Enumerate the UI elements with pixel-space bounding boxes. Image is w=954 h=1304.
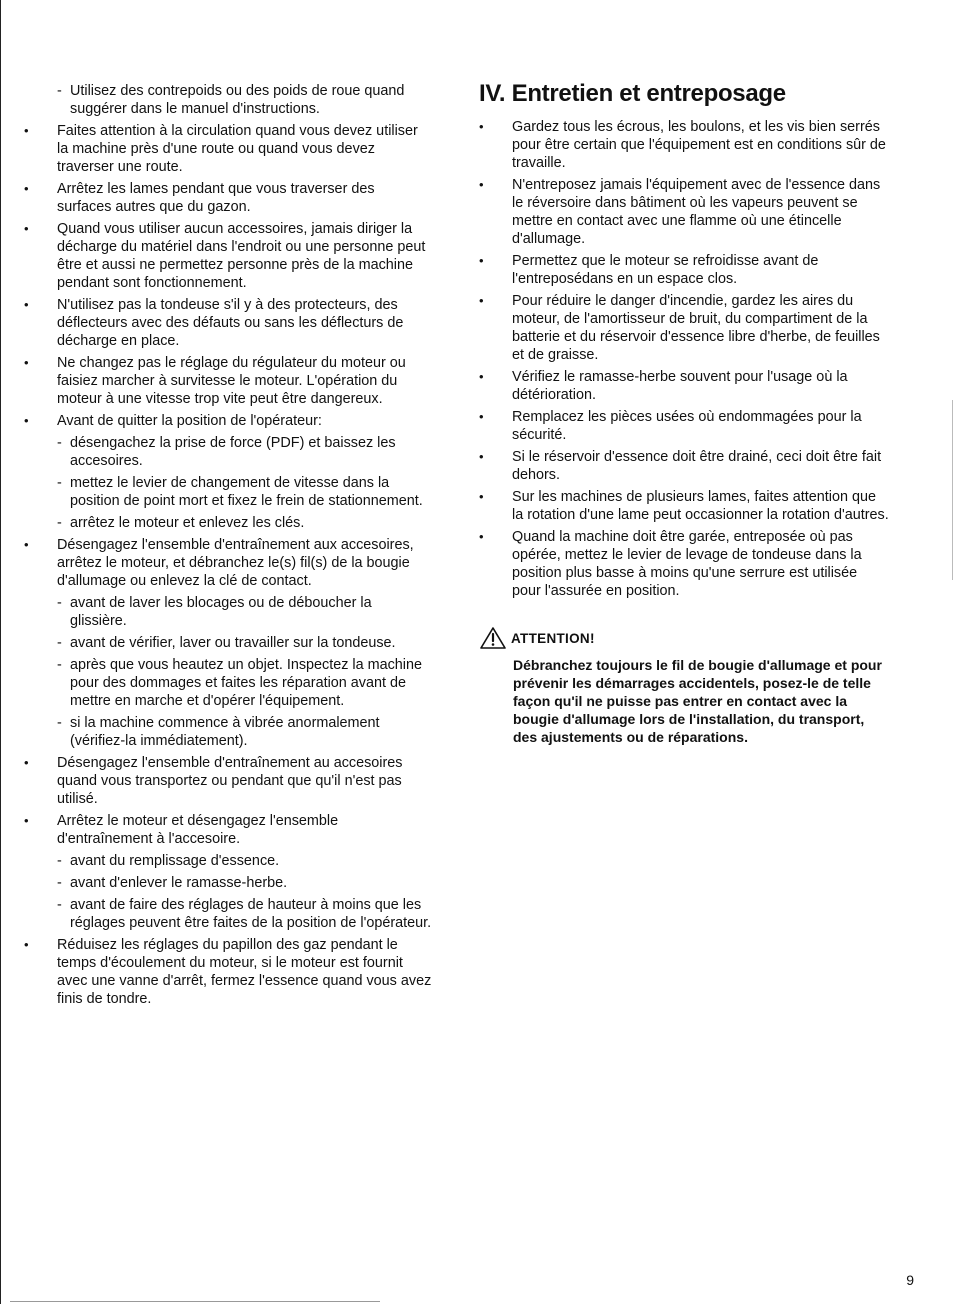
list-item: - après que vous heautez un objet. Inspectez la machine pour des dommages et faites les réparation avant de mettre en marche et d'opérer l'équipement.: [24, 656, 432, 710]
list-item: • Remplacez les pièces usées où endommagées pour la sécurité.: [479, 408, 889, 444]
list-item: • Désengagez l'ensemble d'entraînement aux accesoires, arrêtez le moteur, et débranchez le(s) fil(s) de la bougie d'allumage ou enlevez la clé de contact.: [24, 536, 432, 590]
bottom-rule: [10, 1301, 380, 1302]
list-item: • Si le réservoir d'essence doit être drainé, ceci doit être fait dehors.: [479, 448, 889, 484]
warning-triangle-icon: [479, 626, 507, 650]
attention-label: ATTENTION!: [511, 630, 595, 646]
page-number: 9: [906, 1272, 914, 1288]
list-item: - avant du remplissage d'essence.: [24, 852, 432, 870]
list-item: - avant de vérifier, laver ou travailler sur la tondeuse.: [24, 634, 432, 652]
list-item: • Avant de quitter la position de l'opérateur:: [24, 412, 432, 430]
list-item: - avant d'enlever le ramasse-herbe.: [24, 874, 432, 892]
right-column: [479, 80, 889, 746]
list-item: • Vérifiez le ramasse-herbe souvent pour l'usage où la détérioration.: [479, 368, 889, 404]
list-item: • Arrêtez le moteur et désengagez l'ensemble d'entraînement à l'accesoire.: [24, 812, 432, 848]
list-item: • Gardez tous les écrous, les boulons, et les vis bien serrés pour être certain que l'équipement est en conditions sûr de travaille.: [479, 118, 889, 172]
scan-left-edge: [0, 0, 1, 1304]
attention-text: Débranchez toujours le fil de bougie d'allumage et pour prévenir les démarrages accidentels, posez-le de telle façon qu'il ne puisse pas entrer en contact avec la bougie d'allumage lors de l'installation, du transport, des ajustements ou de réparations.: [513, 657, 882, 745]
attention-heading: [479, 626, 889, 650]
list-item: - avant de faire des réglages de hauteur à moins que les réglages peuvent être faites de la position de l'opérateur.: [24, 896, 432, 932]
list-item: - si la machine commence à vibrée anormalement (vérifiez-la immédiatement).: [24, 714, 432, 750]
list-item: • Quand la machine doit être garée, entreposée où pas opérée, mettez le levier de levage de tondeuse dans la position plus basse à moins qu'une serrure est utilisée pour l'assurée en position.: [479, 528, 889, 600]
list-item: • Faites attention à la circulation quand vous devez utiliser la machine près d'une route ou quand vous devez traverser une route.: [24, 122, 432, 176]
list-item: • Réduisez les réglages du papillon des gaz pendant le temps d'écoulement du moteur, si le moteur est fournit avec une vanne d'arrêt, fermez l'essence quand vous avez finis de tondre.: [24, 936, 432, 1008]
list-item: • Sur les machines de plusieurs lames, faites attention que la rotation d'une lame peut occasionner la rotation d'autres.: [479, 488, 889, 524]
scan-right-edge: [952, 400, 953, 580]
list-item: • N'utilisez pas la tondeuse s'il y à des protecteurs, des déflecteurs avec des défauts ou sans les déflecturs de décharge en place.: [24, 296, 432, 350]
list-item: • N'entreposez jamais l'équipement avec de l'essence dans le réversoire dans bâtiment où les vapeurs peuvent se mettre en contact avec une flamme où une étincelle d'allumage.: [479, 176, 889, 248]
list-item: - Utilisez des contrepoids ou des poids de roue quand suggérer dans le manuel d'instructions.: [24, 82, 432, 118]
list-item: - avant de laver les blocages ou de déboucher la glissière.: [24, 594, 432, 630]
list-item: • Désengagez l'ensemble d'entraînement au accesoires quand vous transportez ou pendant que qu'il n'est pas utilisé.: [24, 754, 432, 808]
list-item: • Ne changez pas le réglage du régulateur du moteur ou faisiez marcher à survitesse le moteur. L'opération du moteur à une vitesse trop vite peut être dangereux.: [24, 354, 432, 408]
list-item: • Arrêtez les lames pendant que vous traverser des surfaces autres que du gazon.: [24, 180, 432, 216]
list-item: - désengachez la prise de force (PDF) et baissez les accesoires.: [24, 434, 432, 470]
list-item: • Permettez que le moteur se refroidisse avant de l'entreposédans en un espace clos.: [479, 252, 889, 288]
list-item: • Pour réduire le danger d'incendie, gardez les aires du moteur, de l'amortisseur de bruit, du compartiment de la batterie et du réservoir d'essence libre d'herbe, de feuilles et de graisse.: [479, 292, 889, 364]
list-item: - mettez le levier de changement de vitesse dans la position de point mort et fixez le frein de stationnement.: [24, 474, 432, 510]
section-title: IV. Entretien et entreposage: [479, 80, 786, 107]
list-item: • Quand vous utiliser aucun accessoires, jamais diriger la décharge du matériel dans l'endroit ou une personne peut être et aussi ne permettez personne près de la machine pendant sont fonctionnement.: [24, 220, 432, 292]
list-item: - arrêtez le moteur et enlevez les clés.: [24, 514, 432, 532]
left-column: [24, 82, 432, 1012]
